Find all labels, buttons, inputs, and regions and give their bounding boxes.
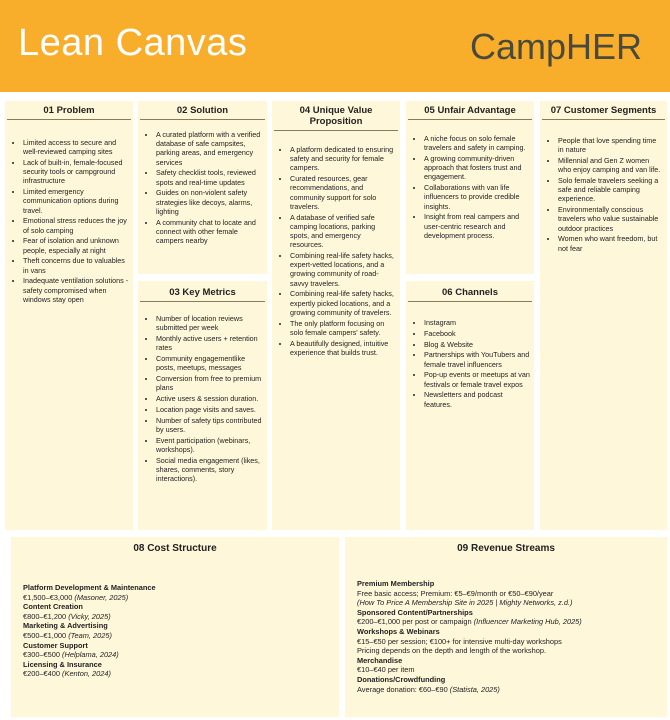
- cost-item-source: (Helplama, 2024): [62, 650, 119, 660]
- list-item: • Guides on non-violent safety strategies like decoys, alarms, lighting: [156, 188, 263, 216]
- list-item: • Limited access to secure and well-reviewed camping sites: [23, 138, 129, 156]
- list-item: • Emotional stress reduces the joy of solo camping: [23, 216, 129, 234]
- list-item: • Limited emergency communication options during travel.: [23, 187, 129, 215]
- revenue-streams-title: 09 Revenue Streams: [457, 543, 555, 554]
- list-item: • Event participation (webinars, workshops).: [156, 436, 263, 454]
- cost-item-label: Customer Support: [23, 640, 88, 650]
- cost-structure-list: [11, 583, 339, 679]
- revenue-sponsored-value: €200–€1,000 per post or campaign: [357, 617, 474, 627]
- list-item: • Environmentally conscious travelers who value sustainable outdoor practices: [558, 205, 663, 233]
- list-item: • A database of verified safe camping locations, parking spots, and emergency resources.: [290, 213, 396, 250]
- cost-item-value: €500–€1,000: [23, 630, 69, 640]
- header-banner: [0, 0, 670, 92]
- revenue-sponsored-source: (Influencer Marketing Hub, 2025): [473, 617, 582, 627]
- list-item: • A platform dedicated to ensuring safety and security for female campers.: [290, 145, 396, 173]
- cost-item-value: €800–€1,200: [23, 611, 69, 621]
- revenue-premium-source: (How To Price A Membership Site in 2025 | Mighty Networks, z.d.): [357, 598, 573, 608]
- uvp-list: [272, 145, 400, 357]
- list-item: • Number of safety tips contributed by users.: [156, 416, 263, 434]
- list-item: • A curated platform with a verified database of safe campsites, parking areas, and emergency services: [156, 130, 263, 167]
- solution-title: 02 Solution: [140, 101, 265, 120]
- list-item: • The only platform focusing on solo female campers' safety.: [290, 319, 396, 337]
- unfair-advantage-list: [406, 134, 534, 240]
- revenue-donations-value: Average donation: €60–€90: [357, 684, 450, 694]
- list-item: • A niche focus on solo female travelers and safety in camping.: [424, 134, 530, 152]
- list-item: • Inadequate ventilation solutions - safety compromised when windows stay open: [23, 276, 129, 304]
- list-item: • Combining real-life safety hacks, expert-vetted locations, and a growing community of road-savvy travelers.: [290, 251, 396, 288]
- list-item: • A community chat to locate and connect with other female campers nearby: [156, 218, 263, 246]
- problem-panel: [5, 101, 133, 530]
- revenue-streams-list: [345, 579, 667, 694]
- list-item: • Instagram: [424, 318, 530, 327]
- revenue-streams-panel: [345, 537, 667, 717]
- list-item: • Community engagementlike posts, meetups, messages: [156, 354, 263, 372]
- revenue-donations-label: Donations/Crowdfunding: [357, 674, 446, 684]
- revenue-workshops-value: €15–€50 per session; €100+ for intensive multi-day workshops: [357, 636, 562, 646]
- uvp-title: 04 Unique Value Proposition: [274, 101, 398, 131]
- list-item: • Social media engagement (likes, shares, comments, story interactions).: [156, 456, 263, 484]
- problem-title: 01 Problem: [7, 101, 131, 120]
- channels-panel: [406, 281, 534, 530]
- list-item: • Partnerships with YouTubers and female travel influencers: [424, 350, 530, 368]
- cost-item-source: (Team, 2025): [68, 630, 112, 640]
- cost-item-source: (Vicky, 2025): [68, 611, 111, 621]
- list-item: • Pop-up events or meetups at van festivals or female travel expos: [424, 370, 530, 388]
- cost-item-source: (Masoner, 2025): [74, 592, 129, 602]
- cost-item-value: €300–€500: [23, 650, 63, 660]
- customer-segments-title: 07 Customer Segments: [542, 101, 665, 120]
- cost-item-value: €200–€400: [23, 669, 63, 679]
- list-item: • Monthly active users + retention rates: [156, 334, 263, 352]
- unfair-advantage-panel: [406, 101, 534, 274]
- list-item: • Solo female travelers seeking a safe and reliable camping experience.: [558, 176, 663, 204]
- list-item: • Facebook: [424, 329, 530, 338]
- page-title: Lean Canvas: [18, 22, 248, 64]
- list-item: • Active users & session duration.: [156, 394, 263, 403]
- revenue-premium-label: Premium Membership: [357, 579, 435, 588]
- cost-item: [23, 621, 339, 640]
- solution-list: [138, 130, 267, 245]
- revenue-workshops-note: Pricing depends on the depth and length of the workshop.: [357, 646, 547, 656]
- list-item: • Combining real-life safety hacks, expertly picked locations, and a growing community of travelers.: [290, 289, 396, 317]
- key-metrics-title: 03 Key Metrics: [140, 281, 265, 302]
- customer-segments-panel: [540, 101, 667, 530]
- list-item: • Location page visits and saves.: [156, 405, 263, 414]
- list-item: • Women who want freedom, but not fear: [558, 234, 663, 252]
- cost-item: [23, 602, 339, 621]
- list-item: • Millennial and Gen Z women who enjoy camping and van life.: [558, 156, 663, 174]
- cost-structure-title: 08 Cost Structure: [133, 543, 217, 554]
- unfair-advantage-title: 05 Unfair Advantage: [408, 101, 532, 120]
- revenue-sponsored-label: Sponsored Content/Partnerships: [357, 607, 473, 617]
- key-metrics-panel: [138, 281, 267, 530]
- list-item: • A growing community-driven approach that fosters trust and engagement.: [424, 154, 530, 182]
- list-item: • Safety checklist tools, reviewed spots and real-time updates: [156, 168, 263, 186]
- problem-list: [5, 138, 133, 304]
- cost-item-label: Platform Development & Maintenance: [23, 583, 156, 592]
- uvp-panel: [272, 101, 400, 530]
- channels-list: [406, 318, 534, 409]
- key-metrics-list: [138, 314, 267, 483]
- revenue-workshops-label: Workshops & Webinars: [357, 626, 440, 636]
- solution-panel: [138, 101, 267, 274]
- customer-segments-list: [540, 136, 667, 253]
- revenue-merch-label: Merchandise: [357, 655, 403, 665]
- channels-title: 06 Channels: [408, 281, 532, 302]
- revenue-premium-value: Free basic access; Premium: €5–€9/month or €50–€90/year: [357, 588, 554, 598]
- list-item: • Conversion from free to premium plans: [156, 374, 263, 392]
- cost-structure-panel: [11, 537, 339, 717]
- cost-item-label: Marketing & Advertising: [23, 621, 108, 631]
- list-item: • Theft concerns due to valuables in vans: [23, 256, 129, 274]
- cost-item-label: Content Creation: [23, 602, 83, 612]
- list-item: • Newsletters and podcast features.: [424, 390, 530, 408]
- list-item: • People that love spending time in nature: [558, 136, 663, 154]
- brand-name: CampHER: [469, 26, 642, 67]
- cost-item-source: (Kenton, 2024): [62, 669, 111, 679]
- revenue-merch-value: €10–€40 per item: [357, 665, 415, 675]
- list-item: • Lack of built-in, female-focused security tools or campground infrastructure: [23, 158, 129, 186]
- list-item: • Curated resources, gear recommendations, and community support for solo travelers.: [290, 174, 396, 211]
- cost-item-value: €1,500–€3,000: [23, 592, 75, 602]
- cost-item-label: Licensing & Insurance: [23, 659, 102, 669]
- list-item: • Number of location reviews submitted per week: [156, 314, 263, 332]
- list-item: • Collaborations with van life influencers to provide credible insights.: [424, 183, 530, 211]
- cost-item: [23, 660, 339, 679]
- list-item: • A beautifully designed, intuitive experience that builds trust.: [290, 339, 396, 357]
- revenue-donations-source: (Statista, 2025): [449, 684, 500, 694]
- list-item: • Fear of isolation and unknown people, especially at night: [23, 236, 129, 254]
- list-item: • Insight from real campers and user-centric research and development process.: [424, 212, 530, 240]
- cost-item: [23, 583, 339, 602]
- list-item: • Blog & Website: [424, 340, 530, 349]
- cost-item: [23, 641, 339, 660]
